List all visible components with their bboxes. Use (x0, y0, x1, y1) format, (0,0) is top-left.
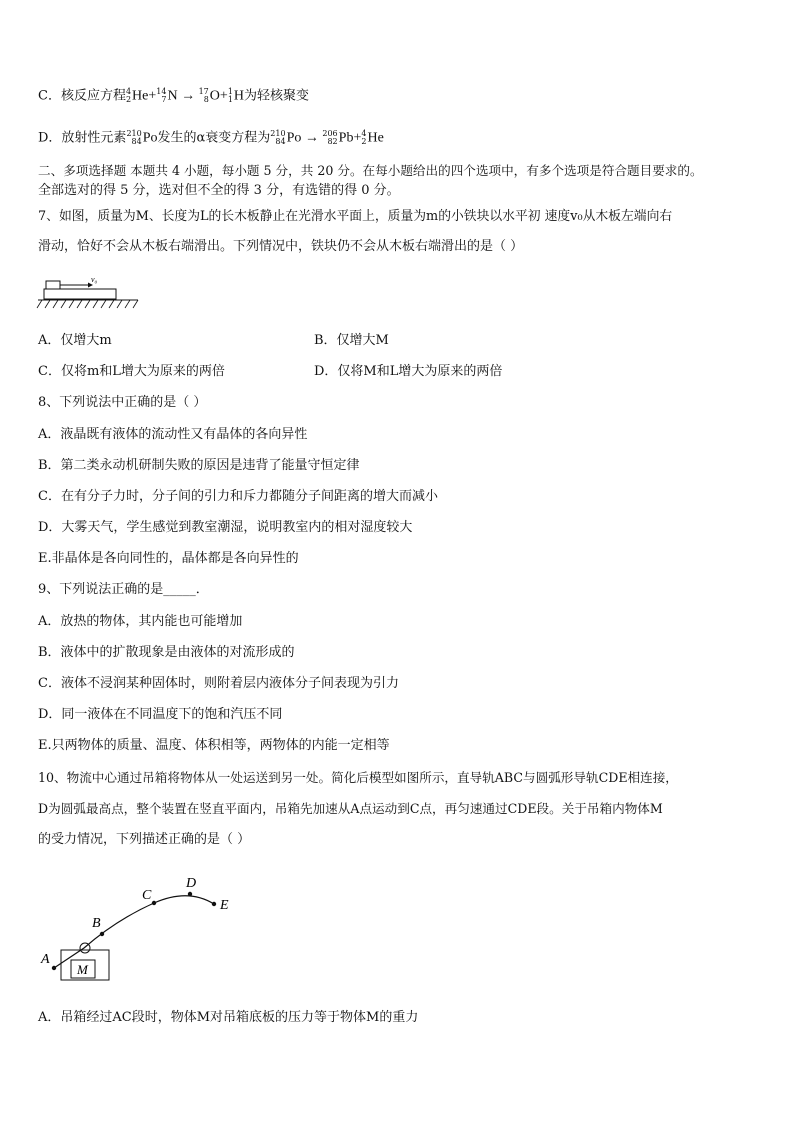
option-d-label: D．放射性元素 (38, 130, 127, 146)
q7-option-b: B．仅增大M (314, 333, 389, 348)
iron-block (46, 281, 60, 289)
point-b-dot (100, 932, 104, 936)
object-m-label: M (77, 962, 88, 977)
hanger-ring (80, 943, 90, 953)
polonium-nuclide-2: 210 84 Po (270, 129, 302, 146)
q7-option-a: A．仅增大m (38, 333, 112, 348)
option-c-nuclear-reaction: C．核反应方程 4 2 He+ 14 7 N → 17 8 O+ 1 1 H为轻核聚变 (38, 87, 310, 104)
q7-option-c: C．仅将m和L增大为原来的两倍 (38, 364, 225, 379)
point-d-label: D (186, 876, 197, 891)
point-c-label: C (142, 888, 152, 903)
q9-option-d: D．同一液体在不同温度下的饱和汽压不同 (38, 707, 283, 722)
q7-stem-line1: 7、如图，质量为M、长度为L的长木板静止在光滑水平面上，质量为m的小铁块以水平初 速度v₀从木板左端向右 (38, 209, 673, 224)
option-d-alpha-decay: D．放射性元素 210 84 Po发生的α衰变方程为 210 84 Po → 206 82 Pb+ 4 2 He (38, 129, 384, 146)
point-b-label: B (92, 916, 101, 931)
nitrogen-nuclide: 14 7 N (156, 87, 178, 104)
q10-stem-line2: D为圆弧最高点，整个装置在竖直平面内，吊箱先加速从A点运动到C点，再匀速通过CDE段。关于吊箱内物体M (38, 801, 663, 816)
q8-option-a: A．液晶既有液体的流动性又有晶体的各向异性 (38, 427, 308, 442)
velocity-label: v₀ (91, 275, 98, 284)
q8-stem: 8、下列说法中正确的是（ ） (38, 395, 207, 410)
hydrogen-nuclide: 1 1 H (227, 87, 245, 104)
q10-stem-line3: 的受力情况，下列描述正确的是（ ） (38, 832, 251, 847)
q9-stem: 9、下列说法正确的是_____． (38, 582, 209, 597)
point-a-label: A (41, 952, 50, 967)
helium-nuclide: 4 2 He (125, 87, 149, 104)
oxygen-nuclide: 17 8 O (198, 87, 220, 104)
q7-figure (36, 272, 141, 314)
ground-hatching (37, 300, 138, 308)
q7-option-d: D．仅将M和L增大为原来的两倍 (314, 364, 503, 379)
section2-instructions-line1: 二、多项选择题 本题共 4 小题，每小题 5 分，共 20 分。在每小题给出的四个选项中，有多个选项是符合题目要求的。 (38, 163, 703, 178)
q10-option-a: A．吊箱经过AC段时，物体M对吊箱底板的压力等于物体M的重力 (38, 1010, 419, 1025)
q10-stem-line1: 10、物流中心通过吊箱将物体从一处运送到另一处。简化后模型如图所示，直导轨ABC与圆弧形导轨CDE相连接， (38, 770, 678, 785)
helium-nuclide-2: 4 2 He (361, 129, 384, 146)
point-e-dot (212, 902, 216, 906)
q9-option-a: A．放热的物体，其内能也可能增加 (38, 614, 243, 629)
option-d-mid: 发生的α衰变方程为 (157, 130, 271, 146)
option-c-label: C．核反应方程 (38, 88, 126, 104)
q8-option-b: B．第二类永动机研制失败的原因是违背了能量守恒定律 (38, 458, 360, 473)
point-e-label: E (220, 898, 229, 913)
lead-nuclide: 206 82 Pb (322, 129, 354, 146)
option-c-suffix: 为轻核聚变 (244, 88, 310, 104)
track-abc-cde (54, 896, 214, 968)
q7-stem-line2: 滑动，恰好不会从木板右端滑出。下列情况中，铁块仍不会从木板右端滑出的是（ ） (38, 239, 524, 254)
q9-option-c: C．液体不浸润某种固体时，则附着层内液体分子间表现为引力 (38, 676, 399, 691)
q8-option-d: D．大雾天气，学生感觉到教室潮湿，说明教室内的相对湿度较大 (38, 520, 413, 535)
section2-instructions-line2: 全部选对的得 5 分，选对但不全的得 3 分，有选错的得 0 分。 (38, 183, 400, 198)
q9-option-e: E.只两物体的质量、温度、体积相等，两物体的内能一定相等 (38, 738, 390, 753)
long-board (44, 289, 116, 299)
polonium-nuclide: 210 84 Po (126, 129, 158, 146)
point-d-dot (188, 892, 192, 896)
point-a-dot (52, 966, 56, 970)
q9-option-b: B．液体中的扩散现象是由液体的对流形成的 (38, 645, 295, 660)
q8-option-e: E.非晶体是各向同性的，晶体都是各向异性的 (38, 551, 299, 566)
q10-figure (36, 868, 246, 986)
point-c-dot (152, 901, 156, 905)
q8-option-c: C．在有分子力时，分子间的引力和斥力都随分子间距离的增大而减小 (38, 489, 438, 504)
